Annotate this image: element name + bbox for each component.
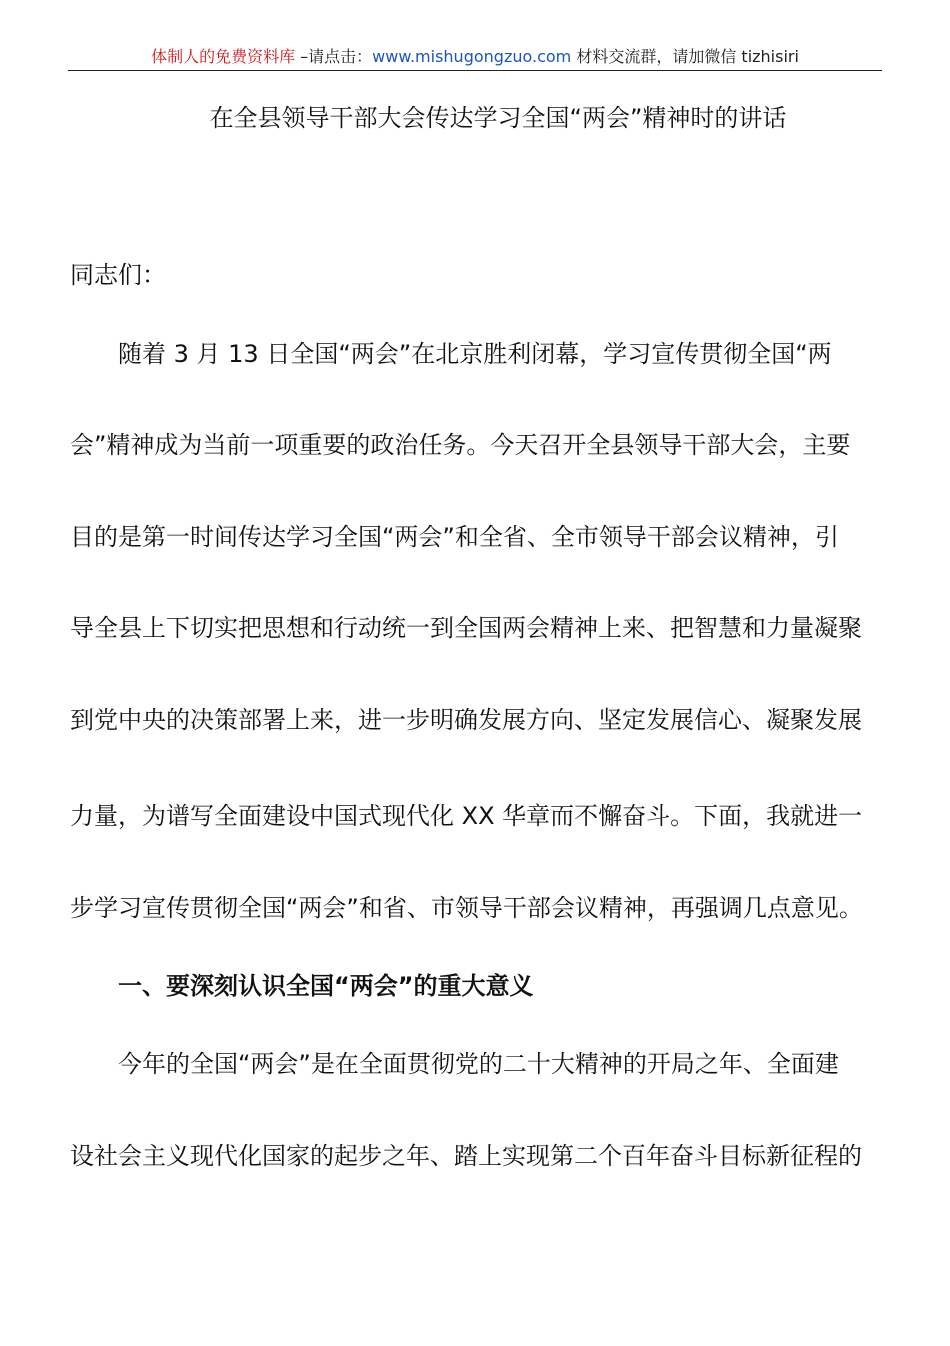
header-brand: 体制人的免费资料库 [151, 47, 296, 66]
paragraph-line: 步学习宣传贯彻全国“两会”和省、市领导干部会议精神，再强调几点意见。 [70, 894, 863, 922]
header-website-link[interactable]: www.mishugongzuo.com [372, 47, 572, 66]
paragraph-line: 会”精神成为当前一项重要的政治任务。今天召开全县领导干部大会，主要 [70, 431, 851, 459]
document-title: 在全县领导干部大会传达学习全国“两会”精神时的讲话 [209, 104, 787, 132]
paragraph-line: 导全县上下切实把思想和行动统一到全国两会精神上来、把智慧和力量凝聚 [70, 614, 862, 642]
paragraph-line: 今年的全国“两会”是在全面贯彻党的二十大精神的开局之年、全面建 [118, 1050, 839, 1078]
page-header [68, 44, 882, 71]
paragraph-line: 随着 3 月 13 日全国“两会”在北京胜利闭幕，学习宣传贯彻全国“两 [118, 340, 832, 368]
paragraph-line: 到党中央的决策部署上来，进一步明确发展方向、坚定发展信心、凝聚发展 [70, 706, 862, 734]
paragraph-line: 设社会主义现代化国家的起步之年、踏上实现第二个百年奋斗目标新征程的 [70, 1142, 862, 1170]
section-heading: 一、要深刻认识全国“两会”的重大意义 [118, 972, 534, 1000]
header-click-text: –请点击： [295, 47, 373, 66]
header-wechat-text: 材料交流群，请加微信 tizhisiri [571, 47, 799, 66]
paragraph-line: 力量，为谱写全面建设中国式现代化 XX 华章而不懈奋斗。下面，我就进一 [70, 802, 863, 830]
paragraph-line: 目的是第一时间传达学习全国“两会”和全省、全市领导干部会议精神，引 [70, 523, 839, 551]
salutation: 同志们： [70, 261, 166, 289]
